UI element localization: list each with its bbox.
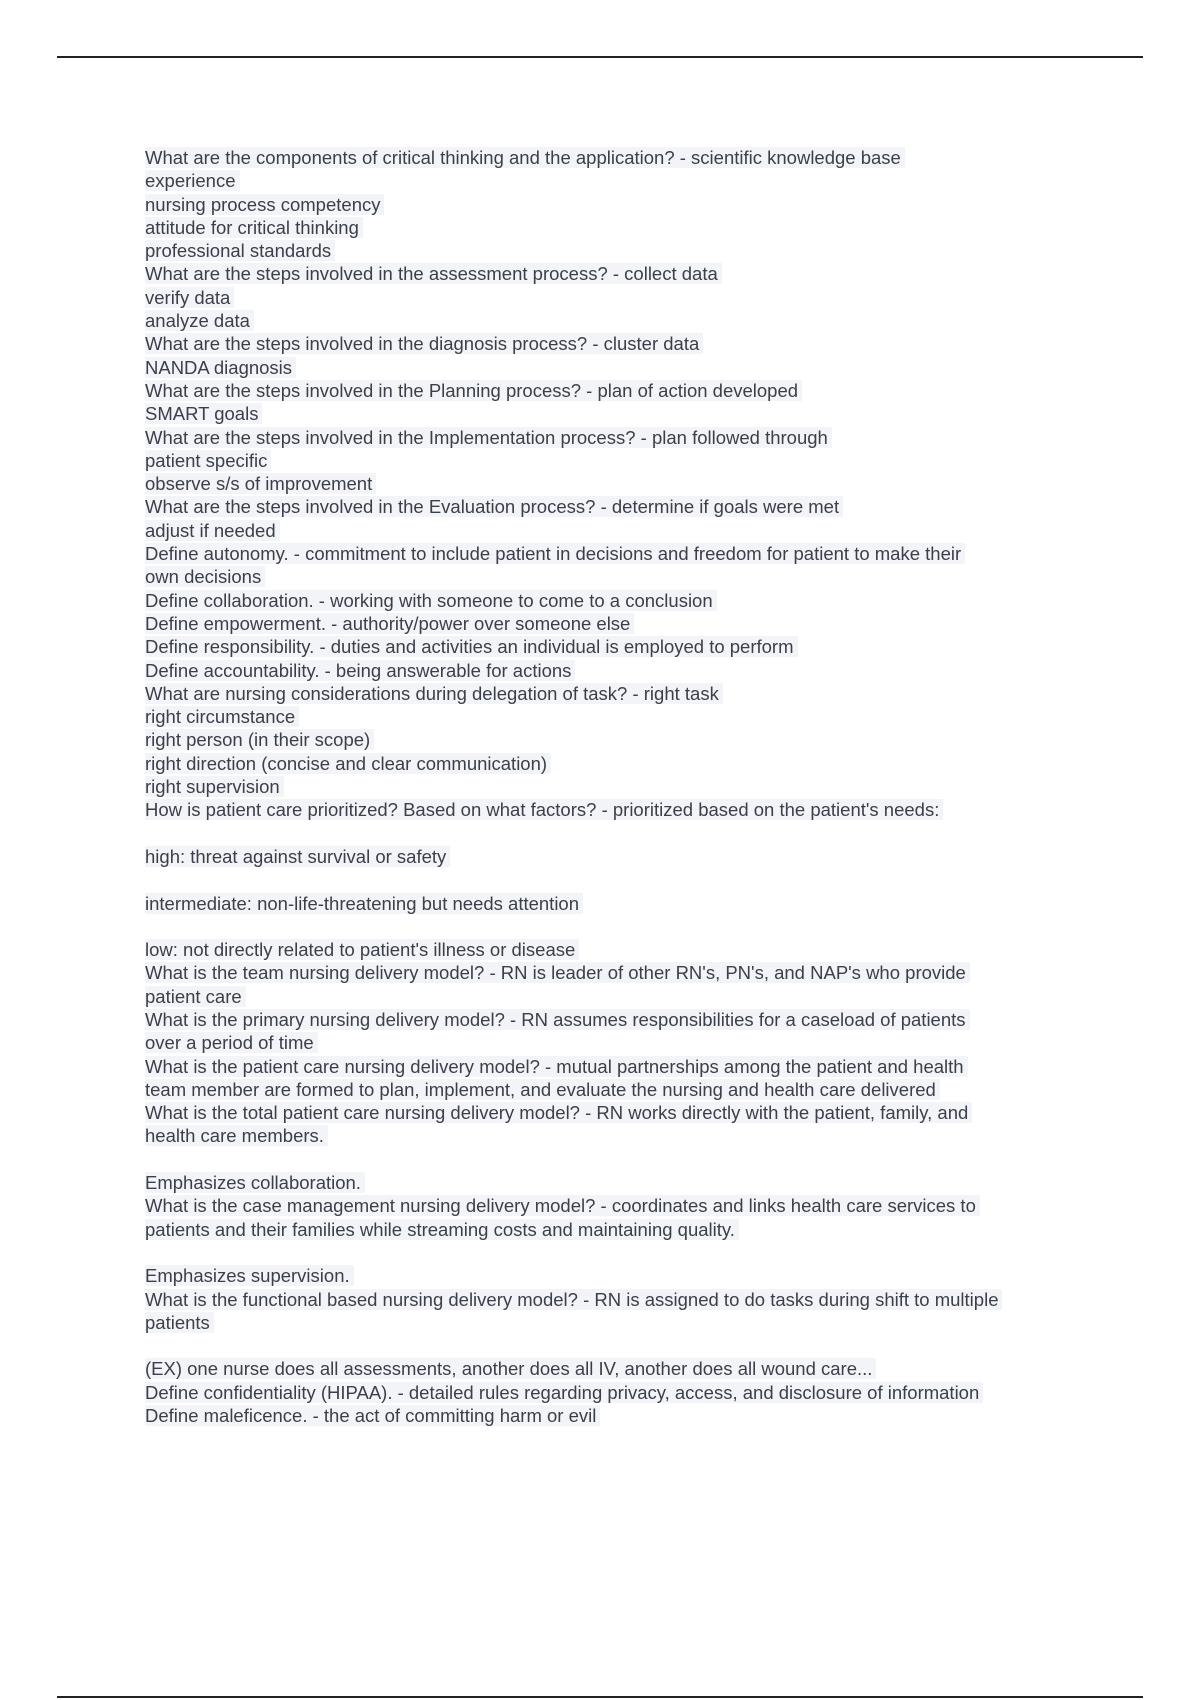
text-line: over a period of time [145,1031,1095,1054]
text-line: Define collaboration. - working with someone to come to a conclusion [145,589,1095,612]
text-line: right direction (concise and clear communication) [145,752,1095,775]
text-line: Define autonomy. - commitment to include patient in decisions and freedom for patient to make their [145,542,1095,565]
text-line: SMART goals [145,402,1095,425]
blank-line [145,822,1095,845]
blank-line [145,1241,1095,1264]
text-line: What is the total patient care nursing delivery model? - RN works directly with the patient, family, and [145,1101,1095,1124]
text-line: patients and their families while streaming costs and maintaining quality. [145,1218,1095,1241]
text-line: Emphasizes supervision. [145,1264,1095,1287]
text-line: What is the functional based nursing delivery model? - RN is assigned to do tasks during shift to multiple [145,1288,1095,1311]
text-line: (EX) one nurse does all assessments, another does all IV, another does all wound care... [145,1357,1095,1380]
text-line: What are the steps involved in the Evaluation process? - determine if goals were met [145,495,1095,518]
text-line: right circumstance [145,705,1095,728]
text-line: What are the steps involved in the Planning process? - plan of action developed [145,379,1095,402]
text-line: patient specific [145,449,1095,472]
text-line: intermediate: non-life-threatening but needs attention [145,892,1095,915]
text-line: What are the components of critical thinking and the application? - scientific knowledge base [145,146,1095,169]
text-line: What are nursing considerations during delegation of task? - right task [145,682,1095,705]
text-line: patients [145,1311,1095,1334]
text-line: Define empowerment. - authority/power over someone else [145,612,1095,635]
text-line: What are the steps involved in the Implementation process? - plan followed through [145,426,1095,449]
text-line: low: not directly related to patient's illness or disease [145,938,1095,961]
text-line: experience [145,169,1095,192]
text-line: attitude for critical thinking [145,216,1095,239]
document-body [145,146,1095,1427]
blank-line [145,1334,1095,1357]
text-line: verify data [145,286,1095,309]
text-line: health care members. [145,1124,1095,1147]
text-line: right supervision [145,775,1095,798]
text-line: analyze data [145,309,1095,332]
blank-line [145,1148,1095,1171]
text-line: Define responsibility. - duties and activities an individual is employed to perform [145,635,1095,658]
text-line: patient care [145,985,1095,1008]
text-line: Define accountability. - being answerable for actions [145,659,1095,682]
footer-rule [57,1696,1143,1698]
text-line: own decisions [145,565,1095,588]
text-line: How is patient care prioritized? Based on what factors? - prioritized based on the patient's needs: [145,798,1095,821]
text-line: team member are formed to plan, implement, and evaluate the nursing and health care delivered [145,1078,1095,1101]
text-line: What is the case management nursing delivery model? - coordinates and links health care services to [145,1194,1095,1217]
header-rule [57,56,1143,58]
text-line: Emphasizes collaboration. [145,1171,1095,1194]
text-line: high: threat against survival or safety [145,845,1095,868]
text-line: NANDA diagnosis [145,356,1095,379]
text-line: nursing process competency [145,193,1095,216]
text-line: Define maleficence. - the act of committing harm or evil [145,1404,1095,1427]
text-line: What is the patient care nursing delivery model? - mutual partnerships among the patient and health [145,1055,1095,1078]
text-line: What is the team nursing delivery model? - RN is leader of other RN's, PN's, and NAP's who provide [145,961,1095,984]
text-line: observe s/s of improvement [145,472,1095,495]
text-line: right person (in their scope) [145,728,1095,751]
text-line: What are the steps involved in the assessment process? - collect data [145,262,1095,285]
blank-line [145,915,1095,938]
text-line: What are the steps involved in the diagnosis process? - cluster data [145,332,1095,355]
text-line: adjust if needed [145,519,1095,542]
blank-line [145,868,1095,891]
text-line: What is the primary nursing delivery model? - RN assumes responsibilities for a caseload of patients [145,1008,1095,1031]
text-line: Define confidentiality (HIPAA). - detailed rules regarding privacy, access, and disclosure of information [145,1381,1095,1404]
text-line: professional standards [145,239,1095,262]
